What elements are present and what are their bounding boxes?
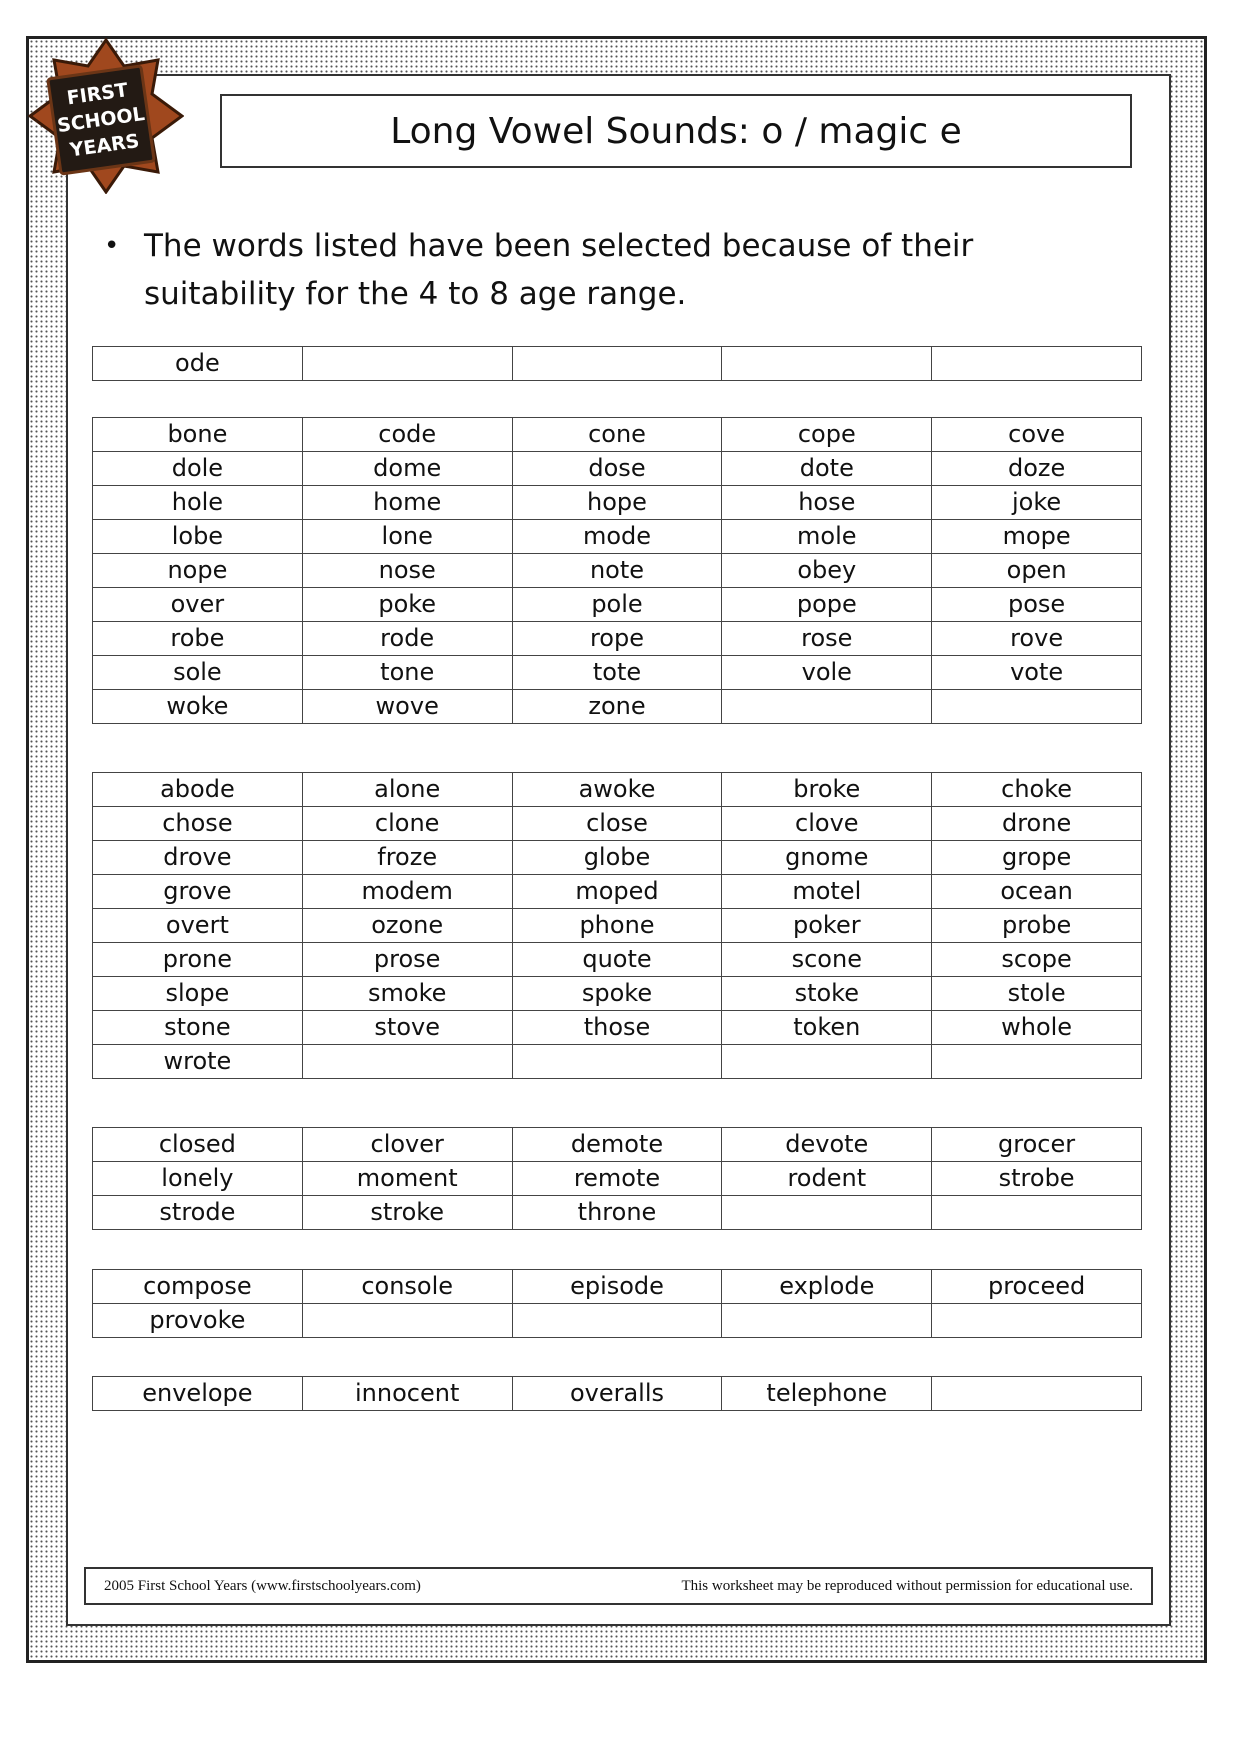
word-cell: lone — [302, 520, 512, 554]
word-cell: throne — [512, 1196, 722, 1230]
table-row — [93, 452, 1142, 486]
word-cell: whole — [932, 1011, 1142, 1045]
word-cell: cove — [932, 418, 1142, 452]
word-cell — [932, 690, 1142, 724]
word-cell: compose — [93, 1270, 303, 1304]
table-row — [93, 841, 1142, 875]
word-cell: telephone — [722, 1377, 932, 1411]
word-cell: spoke — [512, 977, 722, 1011]
logo-line-school: SCHOOL — [55, 102, 147, 138]
table-row — [93, 347, 1142, 381]
intro-text: The words listed have been selected because of their suitability for the 4 to 8 age range. — [144, 228, 974, 312]
word-cell: wove — [302, 690, 512, 724]
table-row — [93, 909, 1142, 943]
word-cell: clove — [722, 807, 932, 841]
word-cell: those — [512, 1011, 722, 1045]
table-row — [93, 807, 1142, 841]
intro-list — [104, 222, 1104, 318]
word-cell: pole — [512, 588, 722, 622]
footer-permission: This worksheet may be reproduced without permission for educational use. — [681, 1577, 1133, 1594]
table-row — [93, 1196, 1142, 1230]
table-row — [93, 1304, 1142, 1338]
word-cell: prone — [93, 943, 303, 977]
word-cell: console — [302, 1270, 512, 1304]
table-row — [93, 486, 1142, 520]
word-cell: chose — [93, 807, 303, 841]
table-row — [93, 1128, 1142, 1162]
word-cell: open — [932, 554, 1142, 588]
word-cell: scope — [932, 943, 1142, 977]
word-cell: moment — [302, 1162, 512, 1196]
word-cell: stove — [302, 1011, 512, 1045]
word-cell: alone — [302, 773, 512, 807]
word-cell: dome — [302, 452, 512, 486]
word-cell: rode — [302, 622, 512, 656]
word-cell: overt — [93, 909, 303, 943]
word-cell: broke — [722, 773, 932, 807]
table-row — [93, 1377, 1142, 1411]
word-cell — [722, 1196, 932, 1230]
word-cell: overalls — [512, 1377, 722, 1411]
word-cell: hole — [93, 486, 303, 520]
word-cell: stone — [93, 1011, 303, 1045]
word-table — [92, 772, 1142, 1079]
word-cell: innocent — [302, 1377, 512, 1411]
word-cell: stoke — [722, 977, 932, 1011]
table-row — [93, 1045, 1142, 1079]
word-cell: smoke — [302, 977, 512, 1011]
word-cell — [722, 347, 932, 381]
word-cell: quote — [512, 943, 722, 977]
word-cell: proceed — [932, 1270, 1142, 1304]
word-cell: devote — [722, 1128, 932, 1162]
table-row — [93, 1162, 1142, 1196]
word-cell: motel — [722, 875, 932, 909]
table-row — [93, 520, 1142, 554]
word-cell: clover — [302, 1128, 512, 1162]
word-cell: explode — [722, 1270, 932, 1304]
table-row — [93, 588, 1142, 622]
word-cell: globe — [512, 841, 722, 875]
word-cell: awoke — [512, 773, 722, 807]
table-row — [93, 622, 1142, 656]
word-cell: note — [512, 554, 722, 588]
word-cell: prose — [302, 943, 512, 977]
word-cell: close — [512, 807, 722, 841]
worksheet-title: Long Vowel Sounds: o / magic e — [220, 94, 1132, 168]
word-cell: drone — [932, 807, 1142, 841]
word-cell — [932, 1045, 1142, 1079]
word-cell: woke — [93, 690, 303, 724]
word-cell — [512, 1045, 722, 1079]
table-row — [93, 1270, 1142, 1304]
word-cell: bone — [93, 418, 303, 452]
word-cell: token — [722, 1011, 932, 1045]
word-cell: cope — [722, 418, 932, 452]
word-cell: gnome — [722, 841, 932, 875]
word-cell: abode — [93, 773, 303, 807]
word-cell: lonely — [93, 1162, 303, 1196]
footer-copyright: 2005 First School Years (www.firstschoolyears.com) — [104, 1577, 421, 1594]
word-cell: dose — [512, 452, 722, 486]
word-cell: zone — [512, 690, 722, 724]
word-cell: dote — [722, 452, 932, 486]
word-cell: pose — [932, 588, 1142, 622]
word-cell: obey — [722, 554, 932, 588]
word-cell: dole — [93, 452, 303, 486]
word-cell — [512, 347, 722, 381]
word-cell: poker — [722, 909, 932, 943]
word-cell: pope — [722, 588, 932, 622]
word-cell: clone — [302, 807, 512, 841]
word-cell — [302, 347, 512, 381]
first-school-years-logo — [28, 38, 184, 194]
word-cell: robe — [93, 622, 303, 656]
word-cell: over — [93, 588, 303, 622]
word-cell — [932, 1196, 1142, 1230]
word-cell — [932, 1304, 1142, 1338]
word-cell: doze — [932, 452, 1142, 486]
word-cell — [722, 1045, 932, 1079]
word-cell: demote — [512, 1128, 722, 1162]
word-cell: cone — [512, 418, 722, 452]
word-cell: phone — [512, 909, 722, 943]
word-cell: wrote — [93, 1045, 303, 1079]
word-cell: rope — [512, 622, 722, 656]
word-cell: stole — [932, 977, 1142, 1011]
word-cell: sole — [93, 656, 303, 690]
word-cell — [722, 1304, 932, 1338]
table-row — [93, 418, 1142, 452]
word-cell: episode — [512, 1270, 722, 1304]
word-cell: scone — [722, 943, 932, 977]
word-cell: nose — [302, 554, 512, 588]
word-table — [92, 417, 1142, 724]
word-cell — [302, 1045, 512, 1079]
word-cell: provoke — [93, 1304, 303, 1338]
word-cell: modem — [302, 875, 512, 909]
word-cell: strobe — [932, 1162, 1142, 1196]
word-cell: hose — [722, 486, 932, 520]
word-cell: code — [302, 418, 512, 452]
word-cell: grope — [932, 841, 1142, 875]
word-table — [92, 1269, 1142, 1338]
word-cell: vole — [722, 656, 932, 690]
word-cell: tote — [512, 656, 722, 690]
word-cell: ozone — [302, 909, 512, 943]
table-row — [93, 656, 1142, 690]
word-cell: tone — [302, 656, 512, 690]
word-cell: drove — [93, 841, 303, 875]
footer — [84, 1567, 1153, 1605]
word-cell: envelope — [93, 1377, 303, 1411]
word-cell: grove — [93, 875, 303, 909]
table-row — [93, 875, 1142, 909]
word-cell: joke — [932, 486, 1142, 520]
table-row — [93, 1011, 1142, 1045]
table-row — [93, 943, 1142, 977]
word-cell: rodent — [722, 1162, 932, 1196]
word-table — [92, 346, 1142, 381]
word-cell: ode — [93, 347, 303, 381]
word-cell — [722, 690, 932, 724]
word-cell: mode — [512, 520, 722, 554]
word-cell: rose — [722, 622, 932, 656]
word-cell: choke — [932, 773, 1142, 807]
logo-line-first: FIRST — [65, 79, 130, 110]
word-cell — [512, 1304, 722, 1338]
word-cell: strode — [93, 1196, 303, 1230]
word-cell: hope — [512, 486, 722, 520]
word-cell: ocean — [932, 875, 1142, 909]
word-cell: closed — [93, 1128, 303, 1162]
word-cell: vote — [932, 656, 1142, 690]
word-cell: rove — [932, 622, 1142, 656]
word-cell: froze — [302, 841, 512, 875]
word-table — [92, 1376, 1142, 1411]
word-cell: nope — [93, 554, 303, 588]
word-cell: remote — [512, 1162, 722, 1196]
word-cell: slope — [93, 977, 303, 1011]
word-cell: home — [302, 486, 512, 520]
word-table — [92, 1127, 1142, 1230]
word-cell: lobe — [93, 520, 303, 554]
word-cell: mole — [722, 520, 932, 554]
logo-line-years: YEARS — [68, 129, 141, 162]
table-row — [93, 977, 1142, 1011]
word-cell: stroke — [302, 1196, 512, 1230]
word-cell — [302, 1304, 512, 1338]
bullet-icon: • — [104, 231, 120, 261]
table-row — [93, 773, 1142, 807]
word-cell: mope — [932, 520, 1142, 554]
word-cell: grocer — [932, 1128, 1142, 1162]
word-cell: moped — [512, 875, 722, 909]
table-row — [93, 690, 1142, 724]
word-cell: poke — [302, 588, 512, 622]
word-cell: probe — [932, 909, 1142, 943]
word-cell — [932, 347, 1142, 381]
table-row — [93, 554, 1142, 588]
intro-item — [104, 222, 1104, 318]
word-cell — [932, 1377, 1142, 1411]
